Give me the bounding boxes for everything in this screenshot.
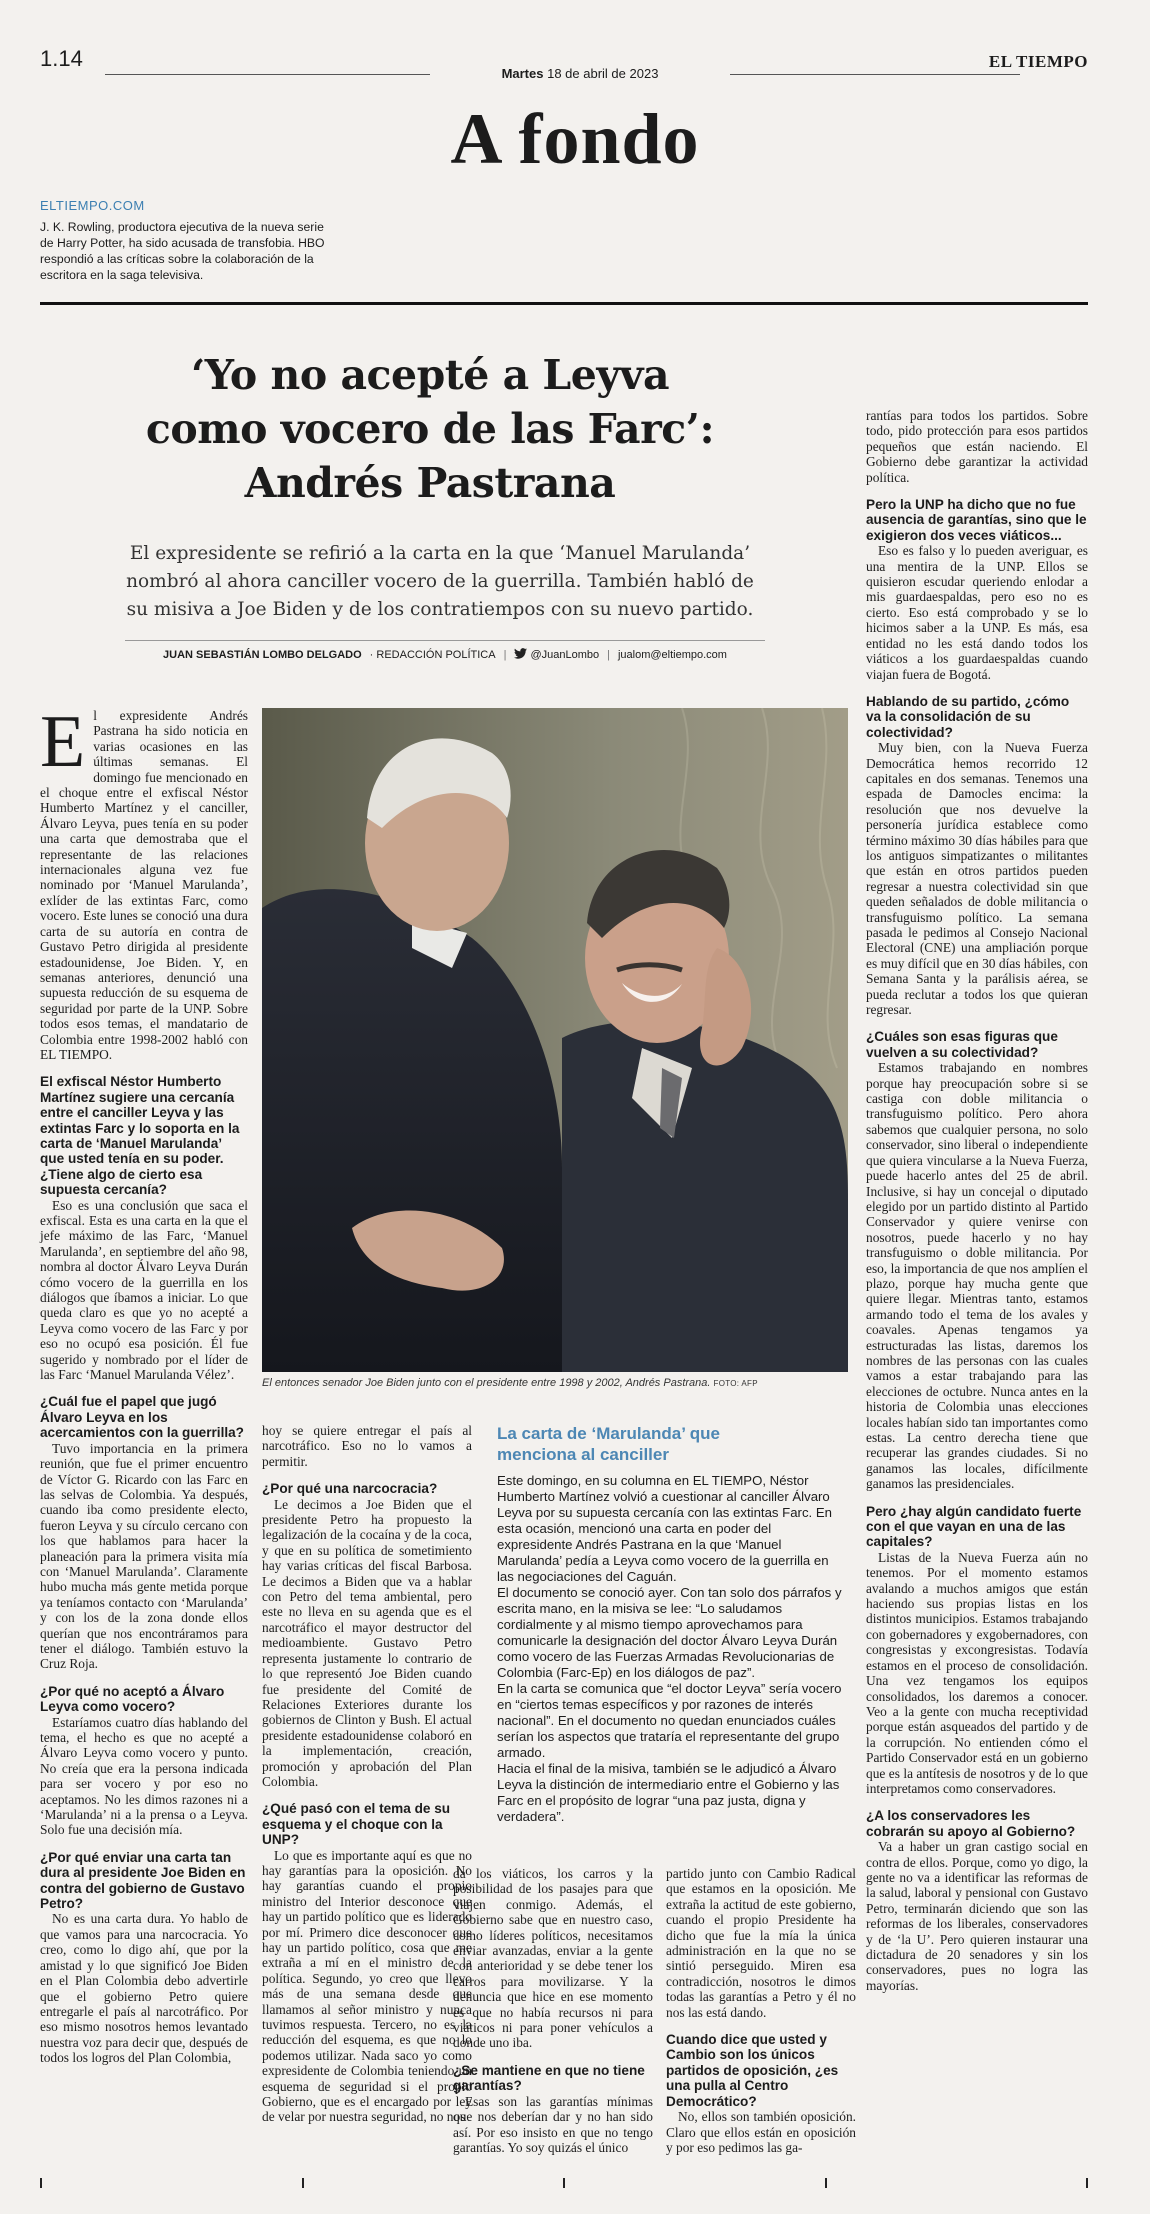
- answer-10: Muy bien, con la Nueva Fuerza Democrática hemos recorrido 12 capitales en dos semanas. Tenemos una espada de Damocles encima: la resolución que nos devuelve la personería jurídica establece como término máximo 30 días hábiles para que los antiguos simpatizantes o militantes que están en otros partidos pueden regresar a nuestra colectividad sin que queden señalados de doble militancia o transfuguismo político. La semana pasada le pedimos al Consejo Nacional Electoral (CNE) una ampliación porque es muy difícil que en 30 días hábiles, con Semana Santa y la parálisis aérea, se pueda reclutar a todos los que quieran regresar.: [866, 740, 1088, 1018]
- twitter-handle[interactable]: @JuanLombo: [530, 649, 600, 661]
- answer-13: Va a haber un gran castigo social en contra de ellos. Porque, como yo digo, la gente no va a identificar las reformas de la salud, laboral y pensional con Gustavo Petro, terminarán diciendo que son las reformas de los liberales, conservadores y de ‘la U’. Pero quieren instaurar una dictadura de 20 senadores y sin los conservadores, pues no logra las mayorías.: [866, 1839, 1088, 1993]
- header-rule-right: [730, 74, 1020, 75]
- edition-date: [430, 66, 730, 81]
- twitter-icon: [514, 648, 527, 659]
- question-5: ¿Por qué una narcocracia?: [262, 1481, 438, 1497]
- byline-separator: |: [503, 648, 507, 661]
- answer-4-continued: hoy se quiere entregar el país al narcotráfico. Eso no lo vamos a permitir.: [262, 1423, 472, 1469]
- answer-7: Esas son las garantías mínimas que nos deberían dar y no han sido así. Por eso insisto en que no tengo garantías. Yo soy quizás el único: [453, 2093, 653, 2155]
- answer-8-continued: rantías para todos los partidos. Sobre todo, pido protección para esos partidos pequeños que están naciendo. El Gobierno debe garantizar la actividad política.: [866, 408, 1088, 485]
- article-column-2: [262, 1423, 472, 2125]
- article-column-4: [666, 1866, 856, 2155]
- lead-text: l expresidente Andrés Pastrana ha sido noticia en varias ocasiones en las últimas semanas. El domingo fue mencionado en el choque entre el exfiscal Néstor Humberto Martínez y el canciller, Álvaro Leyva, pues tenía en su poder una carta que demostraba que el representante de las relaciones internacionales alguna vez fue nominado por ‘Manuel Marulanda’, exlíder de las extintas Farc, como vocero. Este lunes se conoció una dura carta de su autoría en contra de Gustavo Petro dirigida al presidente estadounidense, Joe Biden. Y, en semanas anteriores, denunció una supuesta reducción de su esquema de seguridad por parte de la UNP. Sobre todos esos temas, el mandatario de Colombia entre 1998-2002 habló con EL TIEMPO.: [40, 708, 248, 1062]
- question-3: ¿Por qué no aceptó a Álvaro Leyva como vocero?: [40, 1683, 225, 1715]
- question-7: ¿Se mantiene en que no tiene garantías?: [453, 2062, 645, 2094]
- date-weekday: Martes: [501, 66, 544, 81]
- page-number: 1.14: [40, 46, 83, 71]
- sidebar-title: La carta de ‘Marulanda’ que menciona al canciller: [497, 1424, 720, 1464]
- header-rule-left: [105, 74, 430, 75]
- caption-text: El entonces senador Joe Biden junto con el presidente entre 1998 y 2002, Andrés Pastrana.: [262, 1377, 711, 1389]
- byline-twitter[interactable]: [514, 648, 599, 661]
- newspaper-brand: EL TIEMPO: [988, 52, 1088, 71]
- footer-ticks: [40, 2178, 1088, 2188]
- question-8: Cuando dice que usted y Cambio son los únicos partidos de oposición, ¿es una pulla al Centro Democrático?: [666, 2032, 839, 2109]
- question-6: ¿Qué pasó con el tema de su esquema y el choque con la UNP?: [262, 1801, 451, 1848]
- byline: [125, 648, 765, 661]
- answer-6: Lo que es importante aquí es que no hay garantías para la oposición. No hay garantías cuando el propio ministro del Interior desconoce que hay un partido político que es liderado por mí. Primero dice desconocer que hay un partido político, cosa que me extraña a mí en el ministro de la política. Segundo, yo creo que llevo más de una semana desde que llamamos al señor ministro y nunca tuvimos respuesta. Tercero, no es la reducción del esquema, es que no lo podemos utilizar. Nada saco yo como expresidente de Colombia teniendo un esquema de seguridad si el propio Gobierno, que es el encargado por ley de velar por nuestra seguridad, no nos: [262, 1847, 472, 2125]
- question-10: Hablando de su partido, ¿cómo va la consolidación de su colectividad?: [866, 693, 1070, 740]
- promo-site-label[interactable]: ELTIEMPO.COM: [40, 198, 145, 213]
- answer-5: Le decimos a Joe Biden que el presidente Petro ha propuesto la legalización de la cocaína y de la coca, y que en su política de sometimiento hay varias críticas del fiscal Barbosa. Le decimos a Biden que va a hablar con Petro del tema ambiental, pero este no lleva en su agenda que es el narcotráfico el mayor destructor del medioambiente. Gustavo Petro representa justamente lo contrario de lo que representó Joe Biden cuando fue presidente del Comité de Relaciones Exteriores durante los gobiernos de Clinton y Bush. El actual presidente estadounidense colaboró en la implementación, creación, promoción y aprobación del Plan Colombia.: [262, 1496, 472, 1789]
- answer-1: Eso es una conclusión que saca el exfiscal. Esta es una carta en la que el jefe máximo de las Farc, ‘Manuel Marulanda’, en septiembre del año 98, nombra al doctor Álvaro Leyva Durán cómo vocero de la guerrilla en los diálogos que íbamos a iniciar. Lo que queda claro es que yo no acepté a Leyva como vocero de las Farc y por eso no ocupó esa posición. Él fue sugerido y nombrado por el líder de las Farc ‘Manuel Marulanda Vélez’.: [40, 1197, 248, 1383]
- answer-9: Eso es falso y lo pueden averiguar, es una mentira de la UNP. Ellos se quisieron escudar queriendo enlodar a mis guardaespaldas, pero eso no es cierto. Eso está comprobado y se lo hicimos saber a la UNP. Es más, esa entidad no les está dando todos los viáticos a los guardaespaldas cuando viajan fuera de Bogotá.: [866, 543, 1088, 682]
- footer-tick: [563, 2178, 565, 2188]
- article-headline: [120, 348, 740, 510]
- article-column-5: [866, 408, 1088, 1993]
- article-deck: El expresidente se refirió a la carta en la que ‘Manuel Marulanda’ nombró al ahora canciller vocero de la guerrilla. También habló de su misiva a Joe Biden y de los contratiempos con su nuevo partido.: [126, 543, 754, 620]
- headline-line-2: como vocero de las Farc’:: [145, 405, 715, 453]
- answer-7-continued: partido junto con Cambio Radical que estamos en la oposición. Me extraña la actitud de este gobierno, cuando el propio Presidente ha dicho que fue la mía la única administración en la que no se sintió perseguido. Miren esa contradicción, nosotros le dimos todas las garantías a Petro y él no nos las está dando.: [666, 1866, 856, 2020]
- question-1: El exfiscal Néstor Humberto Martínez sugiere una cercanía entre el canciller Leyva y las extintas Farc y lo soporta en la carta de ‘Manuel Marulanda’ que usted tenía en su poder. ¿Tiene algo de cierto esa supuesta cercanía?: [40, 1074, 240, 1198]
- footer-tick: [40, 2178, 42, 2188]
- question-11: ¿Cuáles son esas figuras que vuelven a su colectividad?: [866, 1029, 1058, 1060]
- article-column-3: [453, 1866, 653, 2155]
- article-photo: [262, 708, 848, 1372]
- photo-caption: [262, 1377, 848, 1389]
- byline-separator-2: |: [607, 648, 610, 661]
- answer-4: No es una carta dura. Yo hablo de que vamos para una narcocracia. Yo creo, como lo digo ahí, que por la amistad y lo que significó Joe Biden en el Plan Colombia debo advertirle que el gobierno Petro quiere entregarle el país al narcotráfico. Por eso mismo nosotros hemos levantado nuestra voz para decir que, después de todos los logros del Plan Colombia,: [40, 1911, 248, 2066]
- answer-3: Estaríamos cuatro días hablando del tema, el hecho es que no acepté a Álvaro Leyva como vocero y punto. No creía que era la persona indicada para ser vocero y por eso no aceptamos. No les dimos razones ni a ‘Marulanda’ ni a la prensa o a Leyva. Solo fue una decisión mía.: [40, 1714, 248, 1838]
- answer-2: Tuvo importancia en la primera reunión, que fue el primer encuentro de Víctor G. Ricardo con las Farc en las selvas de Colombia. Ya después, cuando iba como presidente electo, fueron Leyva y su círculo cercano con los que hablamos para hacer la planeación para la primera visita mía con ‘Manuel Marulanda’. Claramente hubo mucha más gente metida porque ya teníamos contacto con ‘Marulanda’ y con los de la zona donde ellos querían que nos encontráramos para tener el diálogo. También estuvo la Cruz Roja.: [40, 1440, 248, 1672]
- photo-credit: FOTO: AFP: [713, 1379, 758, 1388]
- byline-email[interactable]: jualom@eltiempo.com: [617, 648, 727, 661]
- question-12: Pero ¿hay algún candidato fuerte con el que vayan en una de las capitales?: [866, 1503, 1082, 1550]
- sidebar-paragraph-4: Hacia el final de la misiva, también se le adjudicó a Álvaro Leyva la distinción de intermediario entre el Gobierno y las Farc en el propósito de lograr “una paz justa, digna y verdadera”.: [497, 1761, 840, 1824]
- footer-tick: [1086, 2178, 1088, 2188]
- promo-text: J. K. Rowling, productora ejecutiva de la nueva serie de Harry Potter, ha sido acusada de transfobia. HBO respondió a las críticas sobre la colaboración de la escritora en la saga televisiva.: [40, 220, 325, 282]
- headline-line-3: Andrés Pastrana: [244, 459, 616, 507]
- byline-rule: [125, 640, 765, 641]
- section-divider: [40, 302, 1088, 305]
- footer-tick: [825, 2178, 827, 2188]
- sidebar-paragraph-1: Este domingo, en su columna en EL TIEMPO, Néstor Humberto Martínez volvió a cuestionar al canciller Álvaro Leyva por su supuesta cercanía con las extintas Farc. En esta ocasión, mencionó una carta en poder del expresidente Andrés Pastrana en la que ‘Manuel Marulanda’ pedía a Leyva como vocero de la guerrilla en las negociaciones del Caguán.: [497, 1473, 832, 1584]
- question-4: ¿Por qué enviar una carta tan dura al presidente Joe Biden en contra del gobierno de Gustavo Petro?: [40, 1849, 246, 1912]
- article-lead: [40, 701, 248, 1062]
- answer-6-continued: da los viáticos, los carros y la posibilidad de los pasajes para que viajen conmigo. Además, el Gobierno sabe que en nuestro caso, como líderes políticos, necesitamos enviar avanzadas, enviar a la gente con anterioridad y se debe tener los carros para movilizarse. Y la denuncia que hice en ese momento es que no había recursos ni para viáticos ni para poner vehículos a donde uno iba.: [453, 1866, 653, 2051]
- answer-8: No, ellos son también oposición. Claro que ellos están en oposición y por eso pedimos las ga-: [666, 2109, 856, 2155]
- answer-11: Estamos trabajando en nombres porque hay preocupación sobre si se castiga con doble militancia o transfuguismo político. Pero ahora sabemos que cualquier persona, no solo conservador, sino liberal o independiente que quiera vincularse a la Nueva Fuerza, puede hacerlo antes del 25 de abril. Inclusive, si hay un concejal o diputado elegido por un partido distinto al Partido Conservador y quiere venirse con nosotros, puede hacerlo y no hay transfuguismo o doble militancia. Por eso, la importancia de que nos amplíen el plazo, porque hay mucha gente que quiere llegar. Mientras tanto, estamos armando todo el tema de los avales y coavales. Apenas tengamos ya estructuradas las listas, daremos los nombres de las personas con las cuales vamos a estar trabajando para las elecciones de octubre. Nunca antes en la historia de Colombia unas elecciones locales habían sido tan importantes como estas. La centro derecha tiene que recuperar las grandes ciudades. Si no ganamos las locales, difícilmente ganamos las presidenciales.: [866, 1060, 1088, 1492]
- article-column-1: [40, 701, 248, 2066]
- byline-desk: · REDACCIÓN POLÍTICA: [369, 648, 496, 661]
- photo-illustration: [262, 708, 848, 1372]
- dropcap: E: [40, 701, 86, 783]
- byline-author: JUAN SEBASTIÁN LOMBO DELGADO: [163, 648, 362, 661]
- section-title: A fondo: [450, 99, 700, 179]
- sidebar-paragraph-3: En la carta se comunica que “el doctor Leyva” sería vocero en “ciertos temas específicos y por razones de interés nacional”. En el documento no quedan enunciados cuáles serían los aspectos que trataría el representante del grupo armado.: [497, 1681, 842, 1760]
- date-rest: 18 de abril de 2023: [547, 66, 659, 81]
- headline-line-1: ‘Yo no acepté a Leyva: [190, 351, 670, 399]
- question-13: ¿A los conservadores les cobrarán su apoyo al Gobierno?: [866, 1808, 1076, 1839]
- question-9: Pero la UNP ha dicho que no fue ausencia de garantías, sino que le exigieron dos veces viáticos...: [866, 497, 1087, 543]
- sidebar-paragraph-2: El documento se conoció ayer. Con tan solo dos párrafos y escrita mano, en la misiva se lee: “Lo saludamos cordialmente y al mismo tiempo aprovechamos para comunicarle la designación del doctor Álvaro Leyva Durán como vocero de las Fuerzas Armadas Revolucionarias de Colombia (Farc-Ep) en los diálogos de paz”.: [497, 1585, 842, 1680]
- answer-12: Listas de la Nueva Fuerza aún no tenemos. Por el momento estamos avalando a muchos amigos que están haciendo sus propias listas en los distintos municipios. Estamos trabajando con gobernadores y exgobernadores, con congresistas y excongresistas. Todavía estamos en el proceso de consolidación. Una vez tengamos los equipos consolidados, los daremos a conocer. Veo a la gente con mucha receptividad porque están asqueados del partido y de la corrupción. No entienden cómo el Partido Conservador está en un gobierno que es la antítesis de nosotros y de lo que interpretamos como conservadores.: [866, 1549, 1088, 1796]
- footer-tick: [302, 2178, 304, 2188]
- question-2: ¿Cuál fue el papel que jugó Álvaro Leyva en los acercamientos con la guerrilla?: [40, 1394, 244, 1441]
- sidebar-body: [497, 1473, 847, 1825]
